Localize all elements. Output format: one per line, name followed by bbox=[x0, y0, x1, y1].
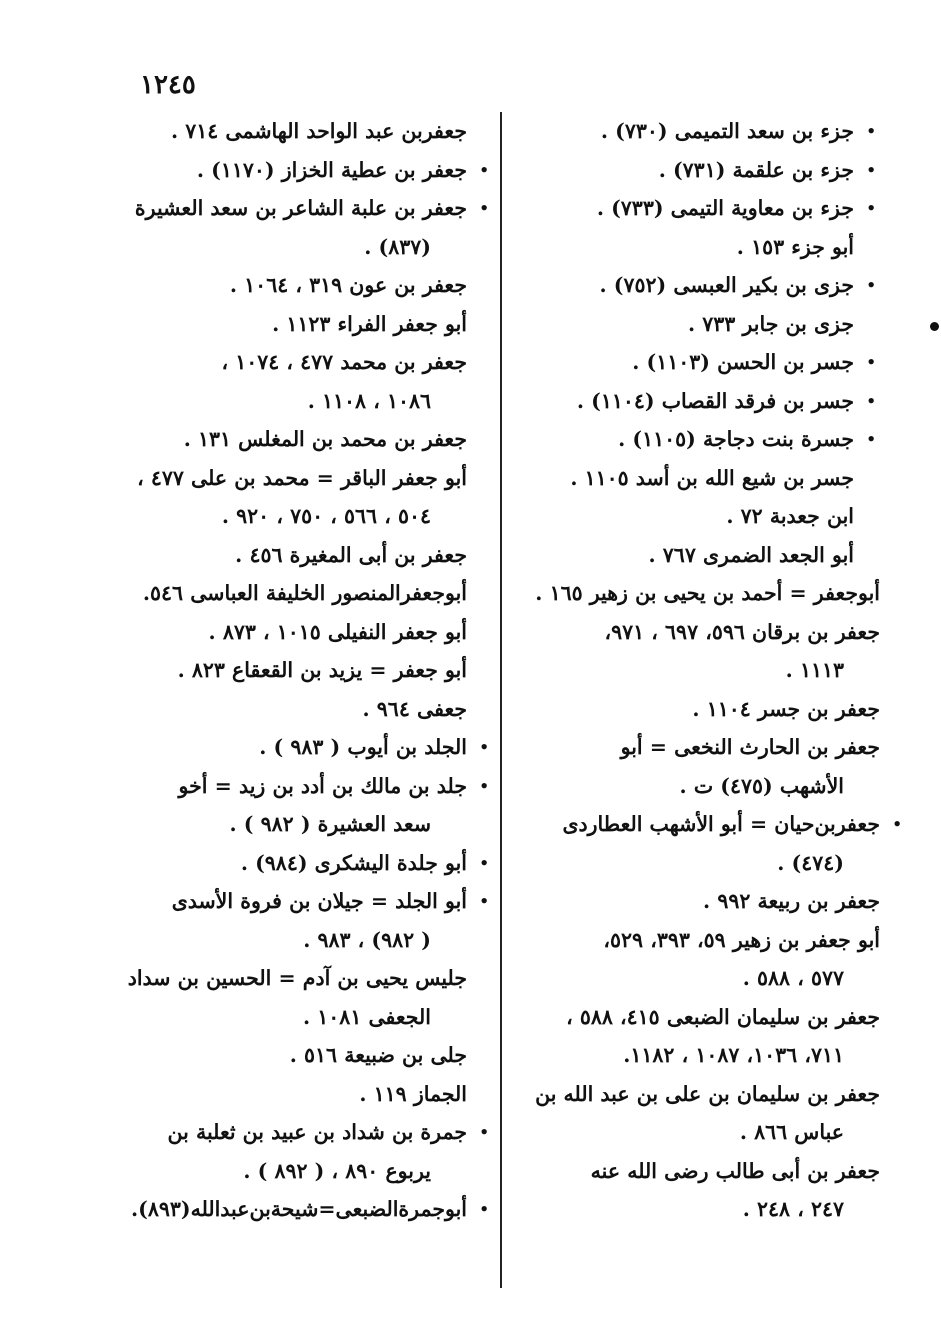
entry-line: يربوع ٨٩٠ ، ( ٨٩٢ ) . bbox=[243, 1158, 431, 1183]
entry-line: جسر بن فرقد القصاب (١١٠٤) . bbox=[576, 388, 854, 413]
entry-line: جمرة بن شداد بن عبيد بن ثعلبة بن bbox=[167, 1120, 467, 1144]
index-entry bbox=[128, 651, 493, 690]
bullet-icon: • bbox=[866, 430, 876, 448]
index-entry bbox=[515, 189, 880, 228]
entry-line: جعفى ٩٦٤ . bbox=[362, 696, 467, 721]
index-column-left bbox=[128, 112, 493, 1229]
bullet-icon: • bbox=[892, 815, 902, 833]
index-entry bbox=[128, 1113, 493, 1190]
index-entry bbox=[515, 613, 880, 690]
entry-line: أبو جلدة اليشكرى (٩٨٤) . bbox=[240, 850, 467, 875]
entry-line: أبوجمرةالضبعى=شيحةبن‌عبدالله(٨٩٣). bbox=[130, 1197, 467, 1221]
bullet-icon: • bbox=[479, 199, 489, 217]
index-entry bbox=[515, 382, 880, 421]
entry-line: الجعفى ١٠٨١ . bbox=[303, 1004, 431, 1029]
entry-line: جعفر بن جسر ١١٠٤ . bbox=[692, 696, 880, 721]
entry-line: جزء بن علقمة (٧٣١) . bbox=[658, 157, 854, 182]
entry-line: جزء بن سعد التميمى (٧٣٠) . bbox=[600, 119, 854, 143]
entry-line: جزى بن جابر ٧٣٣ . bbox=[687, 311, 854, 336]
index-entry bbox=[128, 728, 493, 767]
index-entry bbox=[515, 998, 880, 1075]
entry-line: جعفر بن برقان ٥٩٦، ٦٩٧ ، ٩٧١، bbox=[604, 619, 880, 644]
entry-line: عباس ٨٦٦ . bbox=[739, 1120, 844, 1144]
entry-line: أبوجعفرالمنصور الخليفة العباسى ٥٤٦. bbox=[142, 581, 467, 605]
entry-line: جسرة بنت دجاجة (١١٠٥) . bbox=[618, 427, 854, 451]
entry-line: جعفر بن محمد بن المغلس ١٣١ . bbox=[183, 427, 467, 451]
index-entry bbox=[128, 882, 493, 959]
entry-line: ١١١٣ . bbox=[785, 658, 844, 682]
index-entry bbox=[128, 959, 493, 1036]
entry-line: ٥٧٧ ، ٥٨٨ . bbox=[742, 966, 844, 990]
index-entry bbox=[128, 343, 493, 420]
entry-line: جعفر بن سليمان بن على بن عبد الله بن bbox=[535, 1081, 880, 1106]
index-entry bbox=[515, 266, 880, 305]
entry-line: (٨٣٧) . bbox=[364, 234, 431, 259]
bullet-icon: • bbox=[866, 199, 876, 217]
index-entry bbox=[128, 459, 493, 536]
index-entry bbox=[128, 305, 493, 344]
entry-line: جعفربن عبد الواحد الهاشمى ٧١٤ . bbox=[170, 119, 467, 143]
entry-line: جعفر بن علبة الشاعر بن سعد العشيرة bbox=[134, 196, 467, 220]
index-entry bbox=[515, 921, 880, 998]
entry-line: جزء بن معاوية التيمى (٧٣٣) . bbox=[596, 196, 854, 220]
entry-line: جعفر بن محمد ٤٧٧ ، ١٠٧٤ ، bbox=[221, 350, 467, 374]
entry-line: أبو جعفر الباقر = محمد بن على ٤٧٧ ، bbox=[137, 465, 467, 490]
index-entry bbox=[515, 228, 880, 267]
entry-line: جزى بن بكير العبسى (٧٥٢) . bbox=[599, 273, 854, 297]
index-entry bbox=[515, 305, 880, 344]
index-entry bbox=[515, 1152, 880, 1229]
entry-line: جلى بن ضبيعة ٥١٦ . bbox=[289, 1043, 467, 1067]
entry-line: ٧١١، ١٠٣٦، ١٠٨٧ ، ١١٨٢. bbox=[623, 1043, 844, 1067]
entry-line: سعد العشيرة ( ٩٨٢ ) . bbox=[229, 812, 431, 836]
entry-line: جليس يحيى بن آدم = الحسين بن سداد bbox=[127, 966, 467, 990]
index-entry bbox=[128, 574, 493, 613]
index-entry bbox=[515, 343, 880, 382]
index-entry bbox=[128, 151, 493, 190]
index-entry bbox=[128, 112, 493, 151]
index-entry bbox=[128, 1190, 493, 1229]
bullet-icon: • bbox=[479, 160, 489, 179]
index-entry bbox=[515, 420, 880, 459]
entry-line: الجلد بن أيوب ( ٩٨٣ ) . bbox=[259, 735, 467, 759]
entry-line: أبو الجعد الضمرى ٧٦٧ . bbox=[648, 542, 854, 567]
index-entry bbox=[128, 613, 493, 652]
index-entry bbox=[128, 420, 493, 459]
bullet-icon: • bbox=[479, 738, 489, 756]
entry-line: جعفر بن أبى المغيرة ٤٥٦ . bbox=[235, 542, 467, 567]
entry-line: أبو جعفر = يزيد بن القعقاع ٨٢٣ . bbox=[177, 658, 467, 682]
bullet-icon: • bbox=[479, 853, 489, 872]
index-entry bbox=[515, 690, 880, 729]
entry-line: (٤٧٤) . bbox=[777, 850, 844, 875]
entry-line: أبوجعفر = أحمد بن يحيى بن زهير ١٦٥ . bbox=[535, 581, 880, 605]
index-entry bbox=[128, 1075, 493, 1114]
index-entry bbox=[128, 767, 493, 844]
index-entry bbox=[515, 112, 880, 151]
bullet-icon: • bbox=[479, 1200, 489, 1218]
index-entry bbox=[515, 536, 880, 575]
entry-line: ٢٤٧ ، ٢٤٨ . bbox=[742, 1197, 844, 1221]
entry-line: أبو جعفر بن زهير ٥٩، ٣٩٣، ٥٢٩، bbox=[603, 927, 880, 952]
index-entry bbox=[128, 690, 493, 729]
bullet-icon: • bbox=[866, 391, 876, 410]
entry-line: جعفر بن عطية الخزاز (١١٧٠) . bbox=[196, 157, 467, 182]
margin-mark bbox=[930, 322, 939, 331]
index-entry bbox=[515, 728, 880, 805]
index-entry bbox=[515, 805, 902, 882]
index-entry bbox=[515, 151, 880, 190]
entry-line: جعفر بن الحارث النخعى = أبو bbox=[620, 735, 880, 759]
index-entry bbox=[128, 1036, 493, 1075]
entry-line: جسر بن شيع الله بن أسد ١١٠٥ . bbox=[570, 465, 854, 490]
index-entry bbox=[515, 1075, 880, 1152]
entry-line: جعفر بن عون ٣١٩ ، ١٠٦٤ . bbox=[229, 273, 467, 297]
index-entry bbox=[515, 574, 880, 613]
entry-line: أبو جعفر الفراء ١١٢٣ . bbox=[272, 311, 467, 336]
entry-line: ابن جعدبة ٧٢ . bbox=[726, 504, 854, 528]
bullet-icon: • bbox=[866, 353, 876, 371]
entry-line: جعفر بن أبى طالب رضى الله عنه bbox=[590, 1158, 880, 1183]
entry-line: جعفر بن سليمان الضبعى ٤١٥، ٥٨٨ ، bbox=[566, 1004, 880, 1029]
bullet-icon: • bbox=[866, 276, 876, 294]
entry-line: أبو جعفر النفيلى ١٠١٥ ، ٨٧٣ . bbox=[208, 619, 467, 644]
index-entry bbox=[128, 844, 493, 883]
bullet-icon: • bbox=[479, 892, 489, 910]
index-entry bbox=[515, 882, 880, 921]
page-number: ١٢٤٥ bbox=[140, 70, 196, 100]
index-entry bbox=[128, 189, 493, 266]
entry-line: جسر بن الحسن (١١٠٣) . bbox=[632, 350, 854, 374]
index-column-right bbox=[515, 112, 902, 1229]
entry-line: جلد بن مالك بن أدد بن زيد = أخو bbox=[178, 773, 467, 798]
index-entry bbox=[515, 459, 880, 498]
bullet-icon: • bbox=[866, 122, 876, 140]
bullet-icon: • bbox=[866, 160, 876, 179]
bullet-icon: • bbox=[479, 776, 489, 795]
column-divider bbox=[500, 112, 502, 1288]
entry-line: الأشهب (٤٧٥) ت . bbox=[679, 773, 844, 798]
entry-line: أبو جزء ١٥٣ . bbox=[736, 234, 854, 259]
entry-line: ٥٠٤ ، ٥٦٦ ، ٧٥٠ ، ٩٢٠ . bbox=[221, 504, 431, 528]
entry-line: أبو الجلد = جيلان بن فروة الأسدى bbox=[171, 889, 467, 913]
bullet-icon: • bbox=[479, 1123, 489, 1141]
index-entry bbox=[515, 497, 880, 536]
entry-line: ( ٩٨٢) ، ٩٨٣ . bbox=[303, 927, 431, 952]
entry-line: جعفر بن ربيعة ٩٩٢ . bbox=[703, 889, 880, 913]
entry-line: الجماز ١١٩ . bbox=[359, 1081, 467, 1106]
index-entry bbox=[128, 266, 493, 305]
index-entry bbox=[128, 536, 493, 575]
entry-line: جعفربن‌حيان = أبو الأشهب العطاردى bbox=[562, 812, 880, 836]
entry-line: ١٠٨٦ ، ١١٠٨ . bbox=[307, 388, 431, 413]
